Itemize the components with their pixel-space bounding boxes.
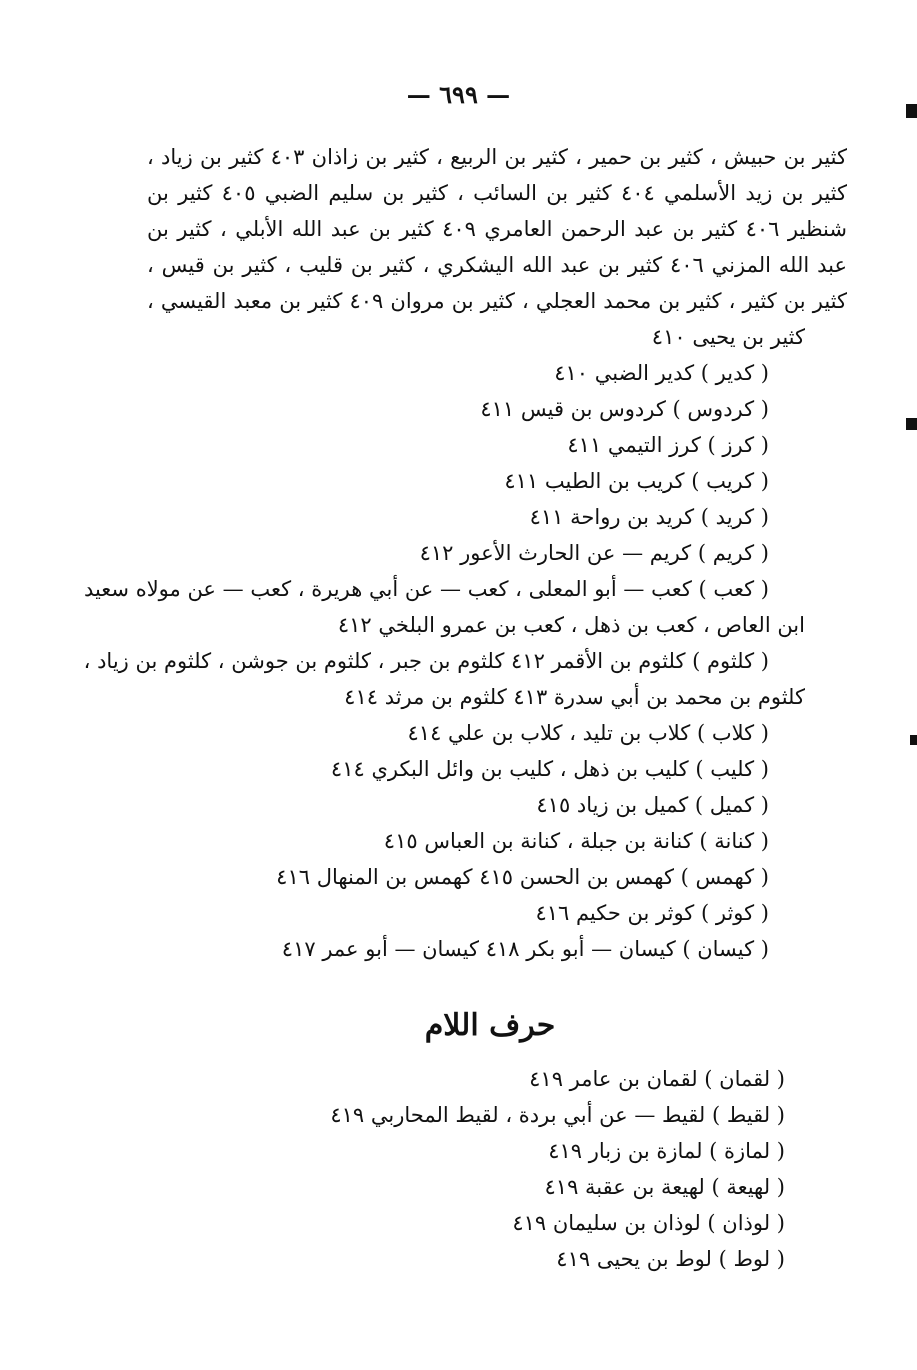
index-line: كثير بن كثير ، كثير بن محمد العجلي ، كثير بن مروان ٤٠٩ كثير بن معبد القيسي ، bbox=[147, 289, 847, 313]
index-line: ( كهمس ) كهمس بن الحسن ٤١٥ كهمس بن المنهال ٤١٦ bbox=[276, 865, 769, 889]
index-line: ( كريم ) كريم — عن الحارث الأعور ٤١٢ bbox=[419, 541, 769, 565]
index-line: كثير بن يحيى ٤١٠ bbox=[651, 325, 805, 349]
index-line: كثير بن حبيش ، كثير بن حمير ، كثير بن الربيع ، كثير بن زاذان ٤٠٣ كثير بن زياد ، bbox=[147, 145, 847, 169]
index-line: ( لمازة ) لمازة بن زبار ٤١٩ bbox=[548, 1139, 785, 1163]
index-line: ( كلاب ) كلاب بن تليد ، كلاب بن علي ٤١٤ bbox=[407, 721, 769, 745]
scan-mark bbox=[910, 735, 917, 745]
index-line: ( كريد ) كريد بن رواحة ٤١١ bbox=[529, 505, 769, 529]
index-line: ( كدير ) كدير الضبي ٤١٠ bbox=[554, 361, 769, 385]
index-line: عبد الله المزني ٤٠٦ كثير بن عبد الله اليشكري ، كثير بن قليب ، كثير بن قيس ، bbox=[147, 253, 847, 277]
index-line: ( كعب ) كعب — أبو المعلى ، كعب — عن أبي هريرة ، كعب — عن مولاه سعيد bbox=[83, 577, 769, 601]
index-line: ( لهيعة ) لهيعة بن عقبة ٤١٩ bbox=[544, 1175, 785, 1199]
scan-mark bbox=[906, 418, 917, 430]
section-heading: حرف اللام bbox=[424, 1008, 556, 1043]
index-line: ( كليب ) كليب بن ذهل ، كليب بن وائل البكري ٤١٤ bbox=[330, 757, 769, 781]
index-line: ( لوذان ) لوذان بن سليمان ٤١٩ bbox=[512, 1211, 785, 1235]
index-line: ( لقيط ) لقيط — عن أبي بردة ، لقيط المحاربي ٤١٩ bbox=[330, 1103, 785, 1127]
index-line: ( كريب ) كريب بن الطيب ٤١١ bbox=[504, 469, 769, 493]
index-line: ( كوثر ) كوثر بن حكيم ٤١٦ bbox=[535, 901, 769, 925]
index-line: ( لوط ) لوط بن يحيى ٤١٩ bbox=[556, 1247, 785, 1271]
index-line: ( كردوس ) كردوس بن قيس ٤١١ bbox=[480, 397, 769, 421]
index-line: ابن العاص ، كعب بن ذهل ، كعب بن عمرو البلخي ٤١٢ bbox=[337, 613, 805, 637]
index-line: ( لقمان ) لقمان بن عامر ٤١٩ bbox=[529, 1067, 785, 1091]
scan-mark bbox=[906, 104, 917, 118]
index-line: شنظير ٤٠٦ كثير بن عبد الرحمن العامري ٤٠٩ كثير بن عبد الله الأبلي ، كثير بن bbox=[147, 217, 847, 241]
index-line: ( كيسان ) كيسان — أبو بكر ٤١٨ كيسان — أبو عمر ٤١٧ bbox=[281, 937, 769, 961]
index-line: ( كميل ) كميل بن زياد ٤١٥ bbox=[536, 793, 769, 817]
index-line: ( كنانة ) كنانة بن جبلة ، كنانة بن العباس ٤١٥ bbox=[383, 829, 769, 853]
index-line: كلثوم بن محمد بن أبي سدرة ٤١٣ كلثوم بن مرثد ٤١٤ bbox=[344, 685, 805, 709]
page-number: — ٦٩٩ — bbox=[406, 80, 511, 109]
index-line: ( كرز ) كرز التيمي ٤١١ bbox=[567, 433, 769, 457]
index-line: كثير بن زيد الأسلمي ٤٠٤ كثير بن السائب ، كثير بن سليم الضبي ٤٠٥ كثير بن bbox=[147, 181, 847, 205]
index-line: ( كلثوم ) كلثوم بن الأقمر ٤١٢ كلثوم بن جبر ، كلثوم بن جوشن ، كلثوم بن زياد ، bbox=[83, 649, 769, 673]
